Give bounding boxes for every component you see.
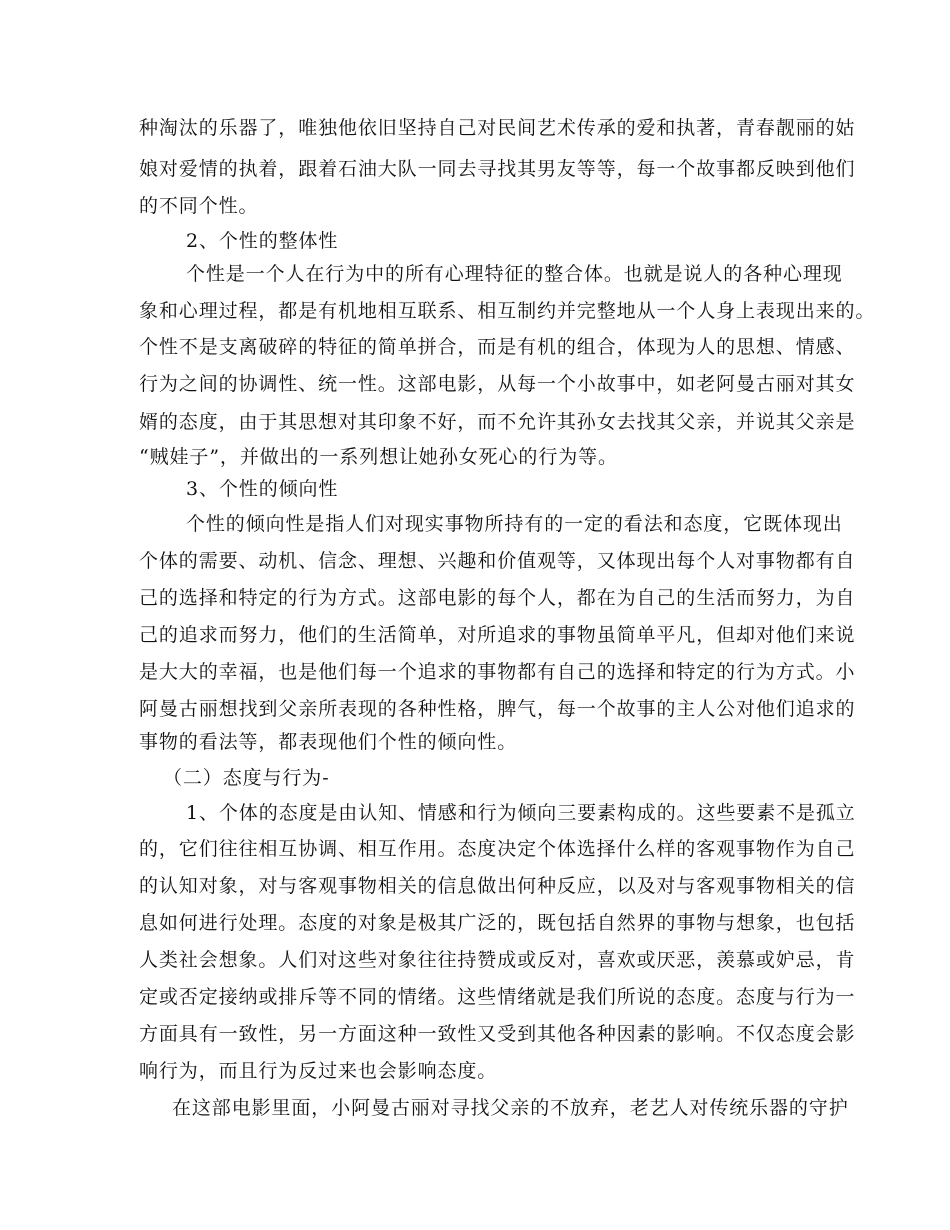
- body-text-line: 娘对爱情的执着，跟着石油大队一同去寻找其男友等等，每一个故事都反映到他们: [139, 158, 856, 180]
- body-text-line: 个体的需要、动机、信念、理想、兴趣和价值观等，又体现出每个人对事物都有自: [139, 550, 856, 572]
- body-text-line: 事物的看法等，都表现他们个性的倾向性。: [139, 731, 518, 753]
- body-text-line: 个性的倾向性是指人们对现实事物所持有的一定的看法和态度，它既体现出: [186, 513, 843, 535]
- body-text-line: “贼娃子”，并做出的一系列想让她孙女死心的行为等。: [139, 446, 618, 468]
- body-text-line: 方面具有一致性，另一方面这种一致性又受到其他各种因素的影响。不仅态度会影: [139, 1023, 856, 1045]
- body-text-line: 1、个体的态度是由认知、情感和行为倾向三要素构成的。这些要素不是孤立: [186, 802, 856, 824]
- body-text-line: 的认知对象，对与客观事物相关的信息做出何种反应，以及对与客观事物相关的信: [139, 875, 856, 897]
- body-text-line: 的，它们往往相互协调、相互作用。态度决定个体选择什么样的客观事物作为自己: [139, 838, 856, 860]
- body-text-line: 个性不是支离破碎的特征的简单拼合，而是有机的组合，体现为人的思想、情感、: [139, 336, 856, 358]
- body-text-line: 象和心理过程，都是有机地相互联系、相互制约并完整地从一个人身上表现出来的。: [139, 300, 876, 322]
- body-text-line: 阿曼古丽想找到父亲所表现的各种性格，脾气，每一个故事的主人公对他们追求的: [139, 698, 856, 720]
- body-text-line: 个性是一个人在行为中的所有心理特征的整合体。也就是说人的各种心理现: [186, 263, 843, 285]
- subsection-heading: （二）态度与行为-: [163, 767, 330, 789]
- body-text-line: 人类社会想象。人们对这些对象往往持赞成或反对，喜欢或厌恶，羡慕或妒忌，肯: [139, 949, 856, 971]
- body-text-line: 婿的态度，由于其思想对其印象不好，而不允许其孙女去找其父亲，并说其父亲是: [139, 411, 856, 433]
- body-text-line: 己的选择和特定的行为方式。这部电影的每个人，都在为自己的生活而努力，为自: [139, 587, 856, 609]
- body-text-line: 己的追求而努力，他们的生活简单，对所追求的事物虽简单平凡，但却对他们来说: [139, 624, 856, 646]
- body-text-line: 响行为，而且行为反过来也会影响态度。: [139, 1060, 498, 1082]
- section-heading: 2、个性的整体性: [186, 230, 339, 252]
- body-text-line: 是大大的幸福，也是他们每一个追求的事物都有自己的选择和特定的行为方式。小: [139, 661, 856, 683]
- body-text-line: 定或否定接纳或排斥等不同的情绪。这些情绪就是我们所说的态度。态度与行为一: [139, 986, 856, 1008]
- body-text-line: 的不同个性。: [139, 195, 259, 217]
- body-text-line: 种淘汰的乐器了，唯独他依旧坚持自己对民间艺术传承的爱和执著，青春靓丽的姑: [139, 117, 856, 139]
- section-heading: 3、个性的倾向性: [186, 478, 339, 500]
- body-text-line: 息如何进行处理。态度的对象是极其广泛的，既包括自然界的事物与想象，也包括: [139, 912, 856, 934]
- body-text-line: 行为之间的协调性、统一性。这部电影，从每一个小故事中，如老阿曼古丽对其女: [139, 373, 856, 395]
- body-text-line: 在这部电影里面，小阿曼古丽对寻找父亲的不放弃，老艺人对传统乐器的守护: [172, 1097, 849, 1119]
